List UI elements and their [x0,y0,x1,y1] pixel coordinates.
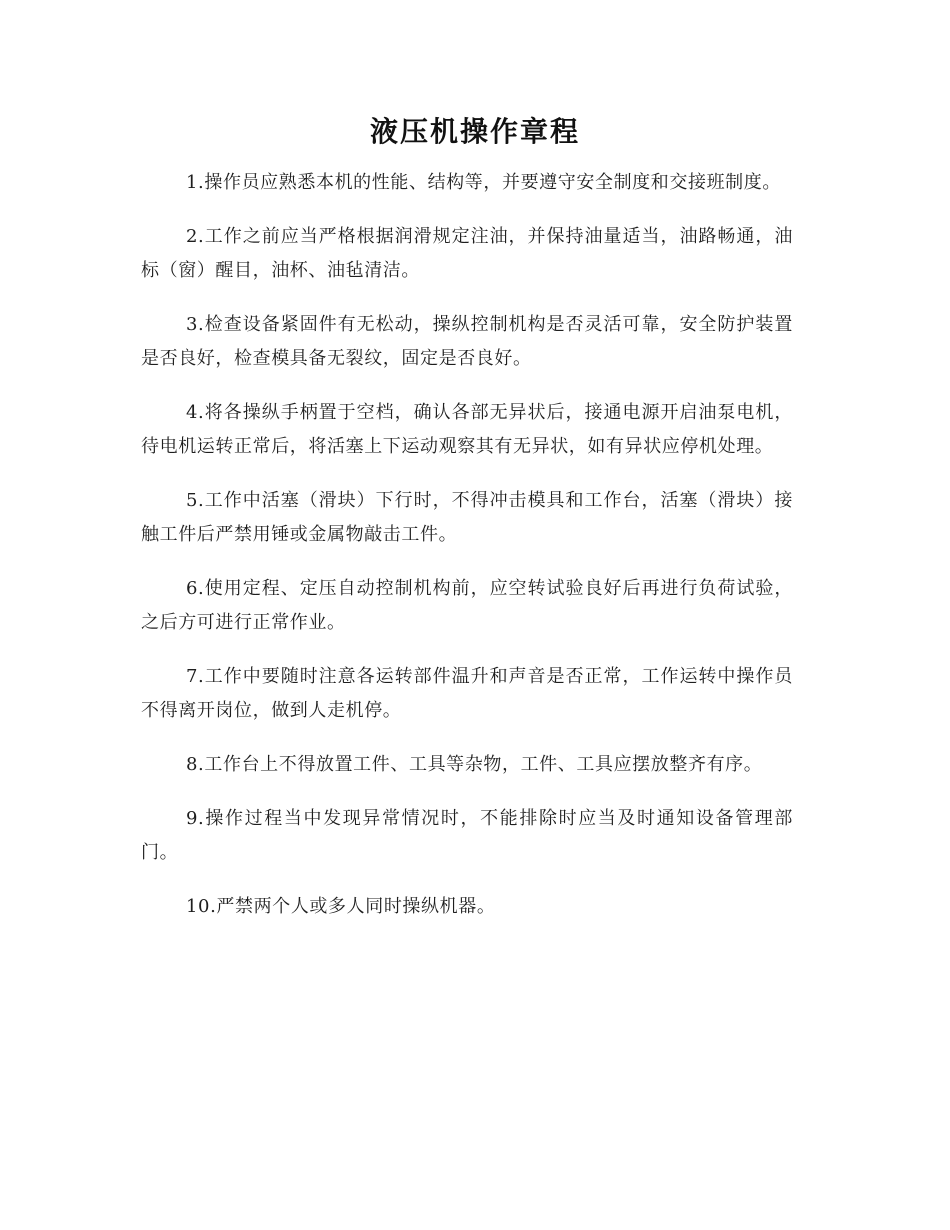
rule-item-3: 3.检查设备紧固件有无松动，操纵控制机构是否灵活可靠，安全防护装置是否良好，检查模具备无裂纹，固定是否良好。 [141,314,793,369]
rule-item-7: 7.工作中要随时注意各运转部件温升和声音是否正常，工作运转中操作员不得离开岗位，做到人走机停。 [141,666,793,721]
rule-item-2: 2.工作之前应当严格根据润滑规定注油，并保持油量适当，油路畅通，油标（窗）醒目，油杯、油毡清洁。 [141,226,793,281]
document-title: 液压机操作章程 [369,115,580,148]
rule-item-4: 4.将各操纵手柄置于空档，确认各部无异状后，接通电源开启油泵电机，待电机运转正常后，将活塞上下运动观察其有无异状，如有异状应停机处理。 [141,402,793,457]
rule-item-10: 10.严禁两个人或多人同时操纵机器。 [186,896,496,917]
rule-item-9: 9.操作过程当中发现异常情况时，不能排除时应当及时通知设备管理部门。 [141,808,793,863]
rule-item-8: 8.工作台上不得放置工件、工具等杂物，工件、工具应摆放整齐有序。 [186,754,763,775]
rule-item-1: 1.操作员应熟悉本机的性能、结构等，并要遵守安全制度和交接班制度。 [186,172,781,193]
rule-item-6: 6.使用定程、定压自动控制机构前，应空转试验良好后再进行负荷试验，之后方可进行正常作业。 [141,578,793,633]
rule-item-5: 5.工作中活塞（滑块）下行时，不得冲击模具和工作台，活塞（滑块）接触工件后严禁用锤或金属物敲击工件。 [141,490,793,545]
document-body [141,166,793,944]
